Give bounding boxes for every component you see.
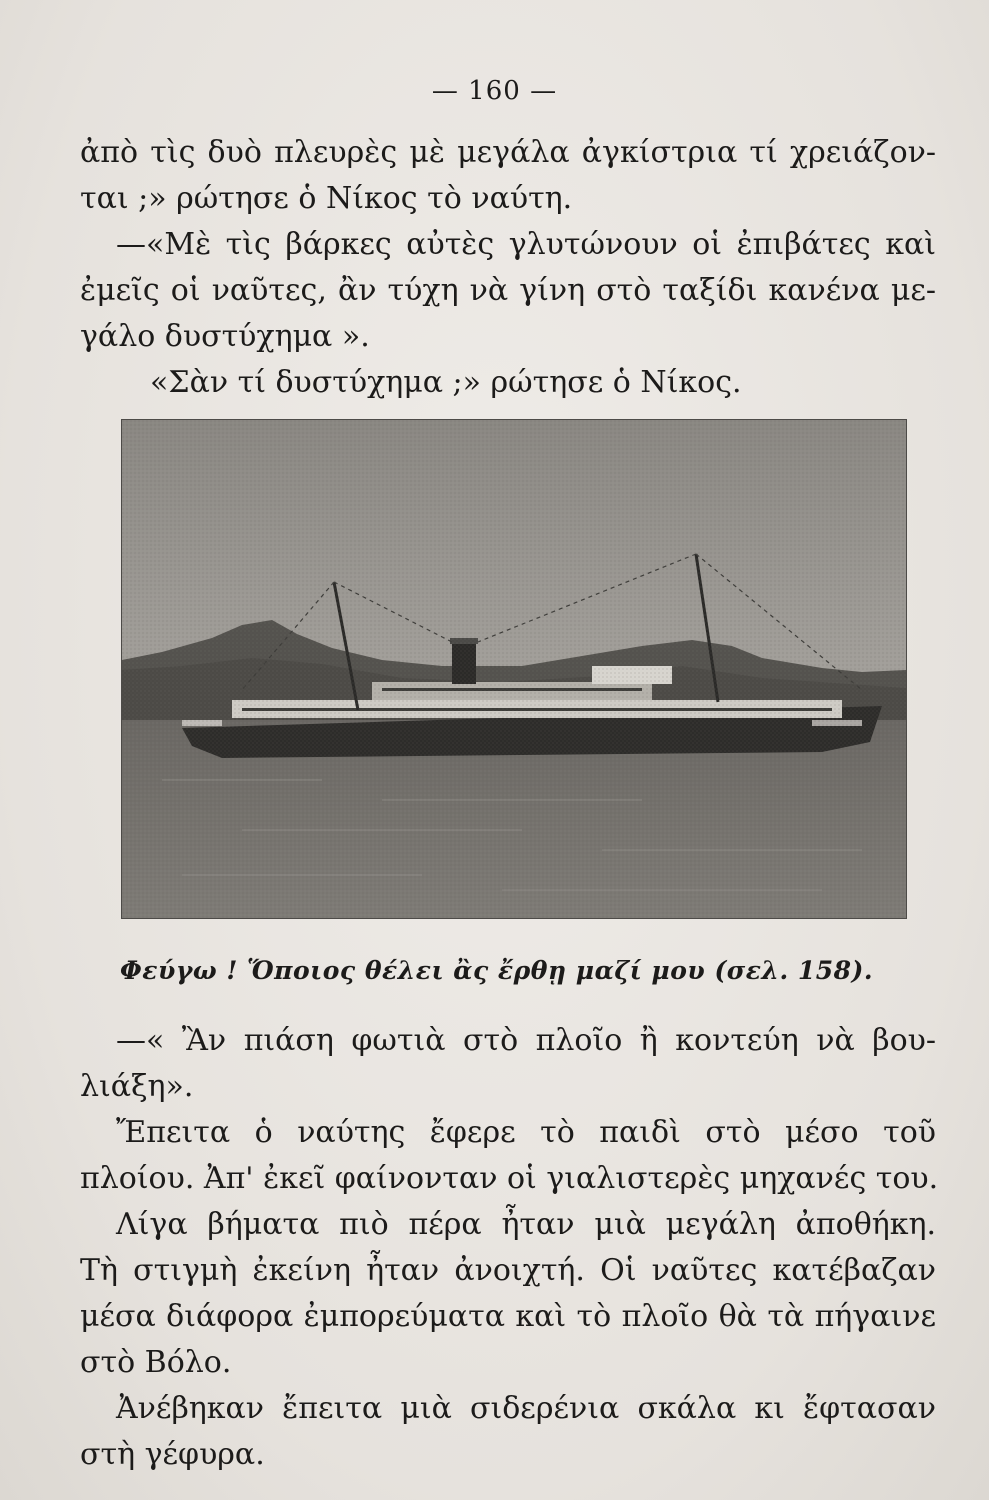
text-line: γάλο δυστύχημα ». [80,319,370,354]
text-line: «Σὰν τί δυστύχημα ;» ρώτησε ὁ Νίκος. [150,365,742,400]
photo-caption: Φεύγω ! Ὅποιος θέλει ἂς ἔρθῃ μαζί μου (σελ. 158). [120,956,874,985]
text-line: πλοίου. Ἀπ' ἐκεῖ φαίνονταν οἱ γιαλιστερὲς μηχανές του. [80,1161,939,1196]
text-line: Ἀνέβηκαν ἔπειτα μιὰ σιδερένια σκάλα κι ἔφτασαν [116,1391,936,1426]
page-number: — 160 — [431,76,558,106]
text-line: λιάξη». [80,1069,194,1104]
text-line: Λίγα βήματα πιὸ πέρα ἦταν μιὰ μεγάλη ἀποθήκη. [116,1207,936,1242]
steamship-photograph [122,420,906,918]
text-line: Ἔπειτα ὁ ναύτης ἔφερε τὸ παιδὶ στὸ μέσο τοῦ [116,1115,936,1150]
text-line: ἀπὸ τὶς δυὸ πλευρὲς μὲ μεγάλα ἀγκίστρια τί χρειάζον- [80,135,936,170]
text-line: ἐμεῖς οἱ ναῦτες, ἂν τύχη νὰ γίνη στὸ ταξίδι κανένα με- [80,273,936,308]
bottom-paragraphs [80,1018,939,1478]
text-line: στὸ Βόλο. [80,1345,232,1380]
top-paragraphs [80,130,936,406]
text-line: μέσα διάφορα ἐμπορεύματα καὶ τὸ πλοῖο θὰ τὰ πήγαινε [80,1299,936,1334]
steamship-image [122,420,906,918]
text-line: —« Ἂν πιάση φωτιὰ στὸ πλοῖο ἢ κοντεύη νὰ βου- [116,1023,936,1058]
text-line: Τὴ στιγμὴ ἐκείνη ἦταν ἀνοιχτή. Οἱ ναῦτες κατέβαζαν [80,1253,936,1288]
text-line: ται ;» ρώτησε ὁ Νίκος τὸ ναύτη. [80,181,573,216]
text-line: στὴ γέφυρα. [80,1437,265,1472]
text-line: —«Μὲ τὶς βάρκες αὐτὲς γλυτώνουν οἱ ἐπιβάτες καὶ [116,227,936,262]
